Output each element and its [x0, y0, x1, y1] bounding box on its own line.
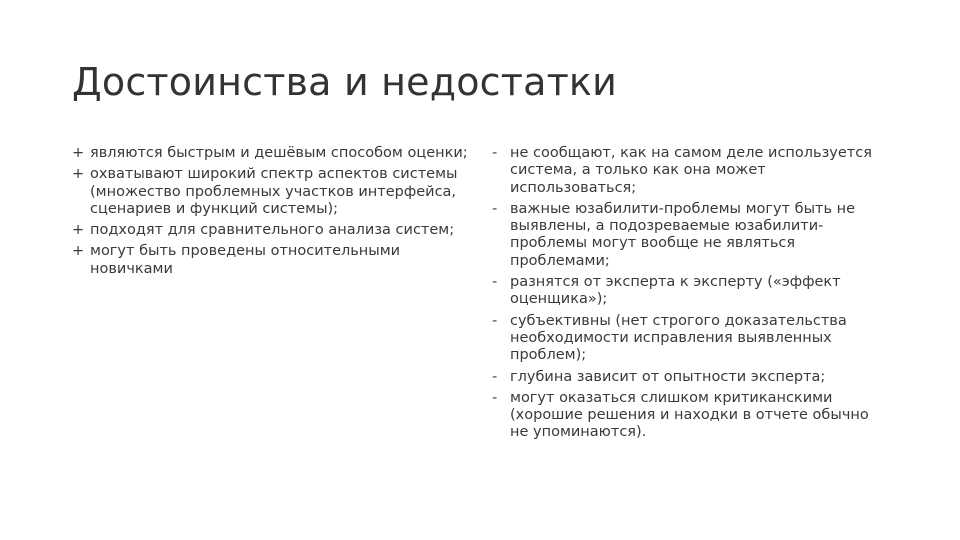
disadvantage-item [492, 201, 882, 270]
disadvantage-item [492, 145, 882, 197]
disadvantage-text: могут оказаться слишком критиканскими (хорошие решения и находки в отчете обычно не упоминаются). [510, 389, 869, 441]
disadvantage-text: глубина зависит от опытности эксперта; [510, 368, 826, 385]
advantage-text: являются быстрым и дешёвым способом оценки; [90, 145, 468, 161]
disadvantage-text: не сообщают, как на самом деле используется система, а только как она может использоваться; [510, 145, 872, 196]
plus-marker: + [72, 145, 85, 161]
disadvantage-item [492, 274, 882, 309]
disadvantage-item [492, 313, 882, 365]
disadvantage-item [492, 369, 882, 386]
advantage-item [72, 222, 472, 239]
plus-marker: + [72, 243, 85, 260]
slide-title: Достоинства и недостатки [72, 60, 617, 104]
dash-marker: - [492, 274, 498, 291]
advantages-list [72, 145, 472, 282]
dash-marker: - [492, 389, 498, 406]
advantage-item [72, 166, 472, 218]
dash-marker: - [492, 200, 498, 217]
disadvantage-item [492, 390, 882, 442]
dash-marker: - [492, 312, 498, 329]
plus-marker: + [72, 222, 85, 239]
disadvantages-list [492, 145, 882, 446]
advantage-text: могут быть проведены относительными новичками [90, 243, 401, 277]
plus-marker: + [72, 166, 85, 183]
dash-marker: - [492, 368, 498, 385]
advantage-item [72, 145, 472, 162]
disadvantage-text: разнятся от эксперта к эксперту («эффект оценщика»); [510, 274, 841, 308]
advantage-text: подходят для сравнительного анализа систем; [90, 222, 455, 239]
dash-marker: - [492, 145, 498, 161]
disadvantage-text: важные юзабилити-проблемы могут быть не выявлены, а подозреваемые юзабилити-проблемы могут вообще не являться проблемами; [510, 200, 856, 269]
advantage-text: охватывают широкий спектр аспектов системы (множество проблемных участков интерфейса, сценариев и функций системы); [90, 166, 458, 217]
disadvantage-text: субъективны (нет строгого доказательства необходимости исправления выявленных проблем); [510, 312, 847, 364]
advantage-item [72, 243, 472, 278]
